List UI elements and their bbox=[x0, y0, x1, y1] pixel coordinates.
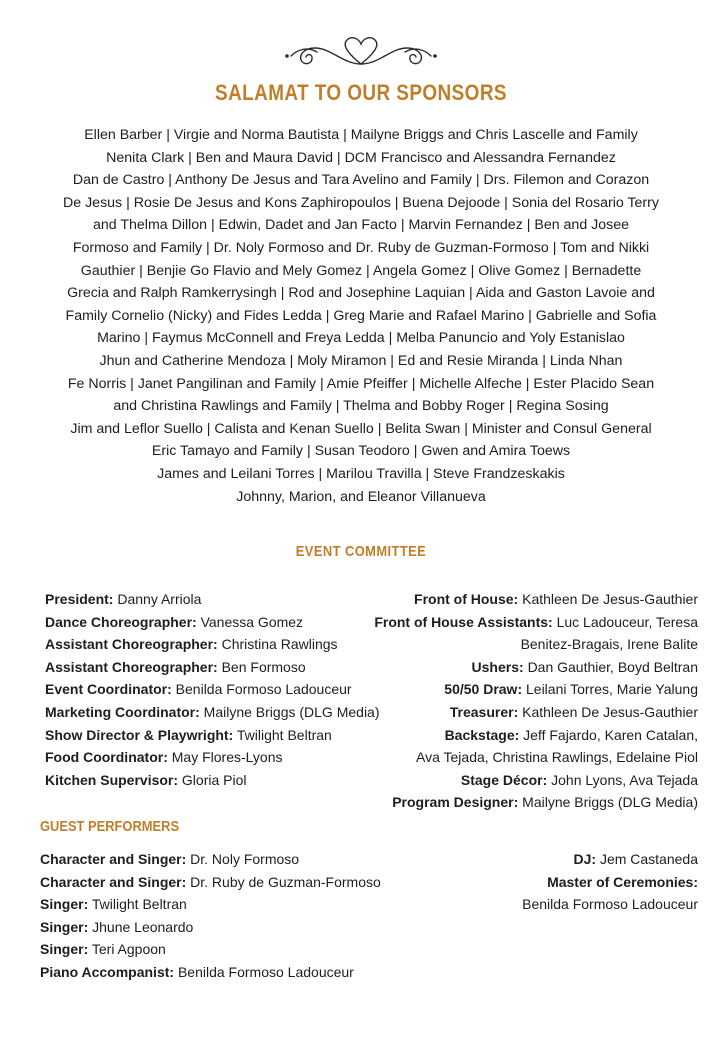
member-name: Danny Arriola bbox=[117, 591, 202, 607]
committee-entry bbox=[45, 724, 380, 747]
member-name: Jeff Fajardo, Karen Catalan, bbox=[523, 726, 698, 743]
performer-entry bbox=[40, 893, 381, 916]
member-name: Twilight Beltran bbox=[236, 726, 332, 743]
member-name: Benilda Formoso Ladouceur bbox=[175, 681, 352, 698]
performer-name: Twilight Beltran bbox=[91, 896, 187, 913]
committee-entry bbox=[45, 769, 380, 792]
performer-entry bbox=[40, 938, 381, 961]
role-label: Food Coordinator: bbox=[45, 749, 168, 766]
sponsor-line: Family Cornelio (Nicky) and Fides Ledda | Greg Marie and Rafael Marino | Gabrielle and Sofia bbox=[65, 307, 657, 324]
sponsor-line: Nenita Clark | Ben and Maura David | DCM Francisco and Alessandra Fernandez bbox=[106, 149, 616, 166]
role-label: Backstage: bbox=[444, 726, 520, 743]
member-name: Leilani Torres, Marie Yalung bbox=[526, 681, 698, 698]
role-label: Show Director & Playwright: bbox=[45, 726, 234, 743]
performer-name: Dr. Ruby de Guzman-Formoso bbox=[190, 873, 381, 890]
committee-entry bbox=[45, 746, 380, 769]
member-name: Benitez-Bragais, Irene Balite bbox=[520, 636, 698, 653]
role-label: Event Coordinator: bbox=[45, 681, 172, 698]
role-label: Kitchen Supervisor: bbox=[45, 771, 179, 788]
committee-entry bbox=[374, 588, 698, 611]
committee-left-column bbox=[45, 588, 380, 791]
sponsor-line: and Thelma Dillon | Edwin, Dadet and Jan Facto | Marvin Fernandez | Ben and Josee bbox=[92, 217, 630, 234]
sponsors-heading: SALAMAT TO OUR SPONSORS bbox=[215, 80, 507, 105]
committee-entry bbox=[374, 678, 698, 701]
performer-entry bbox=[522, 871, 698, 894]
member-name: Mailyne Briggs (DLG Media) bbox=[203, 703, 380, 720]
committee-right-column bbox=[374, 588, 698, 814]
performer-entry bbox=[40, 916, 381, 939]
sponsor-line: Marino | Faymus McConnell and Freya Ledda | Melba Panuncio and Yoly Estanislao bbox=[97, 330, 625, 347]
sponsor-line: Grecia and Ralph Ramkerrysingh | Rod and Josephine Laquian | Aida and Gaston Lavoie and bbox=[67, 285, 655, 302]
committee-entry bbox=[374, 724, 698, 747]
sponsor-line: Gauthier | Benjie Go Flavio and Mely Gomez | Angela Gomez | Olive Gomez | Bernadette bbox=[80, 262, 642, 279]
sponsor-line: Jhun and Catherine Mendoza | Moly Miramon | Ed and Resie Miranda | Linda Nhan bbox=[99, 352, 623, 369]
role-label: Ushers: bbox=[471, 658, 524, 675]
performer-name: Teri Agpoon bbox=[91, 941, 166, 958]
committee-entry bbox=[45, 656, 380, 679]
sponsor-line: Eric Tamayo and Family | Susan Teodoro | Gwen and Amira Toews bbox=[151, 443, 571, 460]
member-name: May Flores-Lyons bbox=[171, 749, 283, 766]
member-name: Ben Formoso bbox=[221, 658, 306, 675]
committee-entry bbox=[374, 701, 698, 724]
committee-entry bbox=[374, 656, 698, 679]
committee-entry bbox=[374, 611, 698, 634]
member-name: Christina Rawlings bbox=[221, 636, 338, 653]
sponsor-line: Fe Norris | Janet Pangilinan and Family | Amie Pfeiffer | Michelle Alfeche | Ester Placido Sean bbox=[67, 375, 655, 392]
role-label: Marketing Coordinator: bbox=[45, 703, 200, 720]
role-label: President: bbox=[45, 591, 114, 607]
role-label: Stage Décor: bbox=[460, 771, 548, 788]
role-label: Assistant Choreographer: bbox=[45, 658, 218, 675]
member-name: Luc Ladouceur, Teresa bbox=[556, 613, 698, 630]
performer-entry bbox=[40, 961, 381, 984]
performers-heading: GUEST PERFORMERS bbox=[40, 818, 180, 835]
member-name: Ava Tejada, Christina Rawlings, Edelaine Piol bbox=[416, 749, 698, 766]
committee-entry bbox=[374, 769, 698, 792]
sponsor-line: Jim and Leflor Suello | Calista and Kenan Suello | Belita Swan | Minister and Consul General bbox=[70, 420, 652, 437]
role-label: Assistant Choreographer: bbox=[45, 636, 218, 653]
role-label: Dance Choreographer: bbox=[45, 613, 197, 630]
role-label: Character and Singer: bbox=[40, 873, 187, 890]
role-label: 50/50 Draw: bbox=[444, 681, 523, 698]
performer-name: Benilda Formoso Ladouceur bbox=[177, 963, 354, 980]
sponsor-line: and Christina Rawlings and Family | Thelma and Bobby Roger | Regina Sosing bbox=[113, 398, 609, 415]
role-label: Front of House: bbox=[414, 591, 519, 607]
member-name: John Lyons, Ava Tejada bbox=[551, 771, 698, 788]
heart-flourish-ornament-icon bbox=[281, 34, 441, 70]
member-name: Dan Gauthier, Boyd Beltran bbox=[527, 658, 698, 675]
role-label: Singer: bbox=[40, 941, 89, 958]
sponsor-line: Formoso and Family | Dr. Noly Formoso and Dr. Ruby de Guzman-Formoso | Tom and Nikki bbox=[72, 239, 650, 256]
committee-entry bbox=[45, 678, 380, 701]
committee-entry-continued bbox=[374, 633, 698, 656]
role-label: Piano Accompanist: bbox=[40, 963, 175, 980]
member-name: Mailyne Briggs (DLG Media) bbox=[522, 794, 698, 811]
sponsor-line: De Jesus | Rosie De Jesus and Kons Zaphiropoulos | Buena Dejoode | Sonia del Rosario Terry bbox=[63, 194, 659, 211]
performer-name: Jem Castaneda bbox=[599, 851, 698, 867]
sponsors-list bbox=[36, 124, 686, 508]
performer-name: Benilda Formoso Ladouceur bbox=[522, 896, 698, 913]
committee-entry bbox=[45, 633, 380, 656]
member-name: Kathleen De Jesus-Gauthier bbox=[522, 703, 698, 720]
performer-name: Jhune Leonardo bbox=[92, 918, 194, 935]
performer-name: Dr. Noly Formoso bbox=[190, 851, 300, 867]
sponsor-line: Dan de Castro | Anthony De Jesus and Tara Avelino and Family | Drs. Filemon and Corazon bbox=[72, 172, 650, 189]
committee-entry bbox=[374, 791, 698, 814]
sponsor-line: James and Leilani Torres | Marilou Travilla | Steve Frandzeskakis bbox=[157, 465, 565, 482]
role-label: Singer: bbox=[40, 918, 89, 935]
role-label: Master of Ceremonies: bbox=[547, 873, 698, 890]
sponsor-line: Johnny, Marion, and Eleanor Villanueva bbox=[236, 488, 486, 505]
role-label: Program Designer: bbox=[392, 794, 519, 811]
performer-entry bbox=[40, 871, 381, 894]
role-label: Singer: bbox=[40, 896, 89, 913]
performer-entry bbox=[40, 848, 381, 871]
performer-entry bbox=[522, 848, 698, 871]
role-label: Front of House Assistants: bbox=[374, 613, 553, 630]
committee-entry bbox=[45, 701, 380, 724]
performers-left-column bbox=[40, 848, 381, 984]
performers-right-column bbox=[522, 848, 698, 916]
role-label: DJ: bbox=[573, 851, 597, 867]
role-label: Treasurer: bbox=[449, 703, 519, 720]
committee-entry bbox=[45, 611, 380, 634]
committee-entry bbox=[45, 588, 380, 611]
sponsor-line: Ellen Barber | Virgie and Norma Bautista | Mailyne Briggs and Chris Lascelle and Family bbox=[84, 127, 638, 143]
committee-entry-continued bbox=[374, 746, 698, 769]
committee-heading: EVENT COMMITTEE bbox=[295, 543, 427, 560]
performer-entry-continued bbox=[522, 893, 698, 916]
member-name: Gloria Piol bbox=[181, 771, 247, 788]
member-name: Kathleen De Jesus-Gauthier bbox=[522, 591, 698, 607]
role-label: Character and Singer: bbox=[40, 851, 187, 867]
member-name: Vanessa Gomez bbox=[200, 613, 304, 630]
